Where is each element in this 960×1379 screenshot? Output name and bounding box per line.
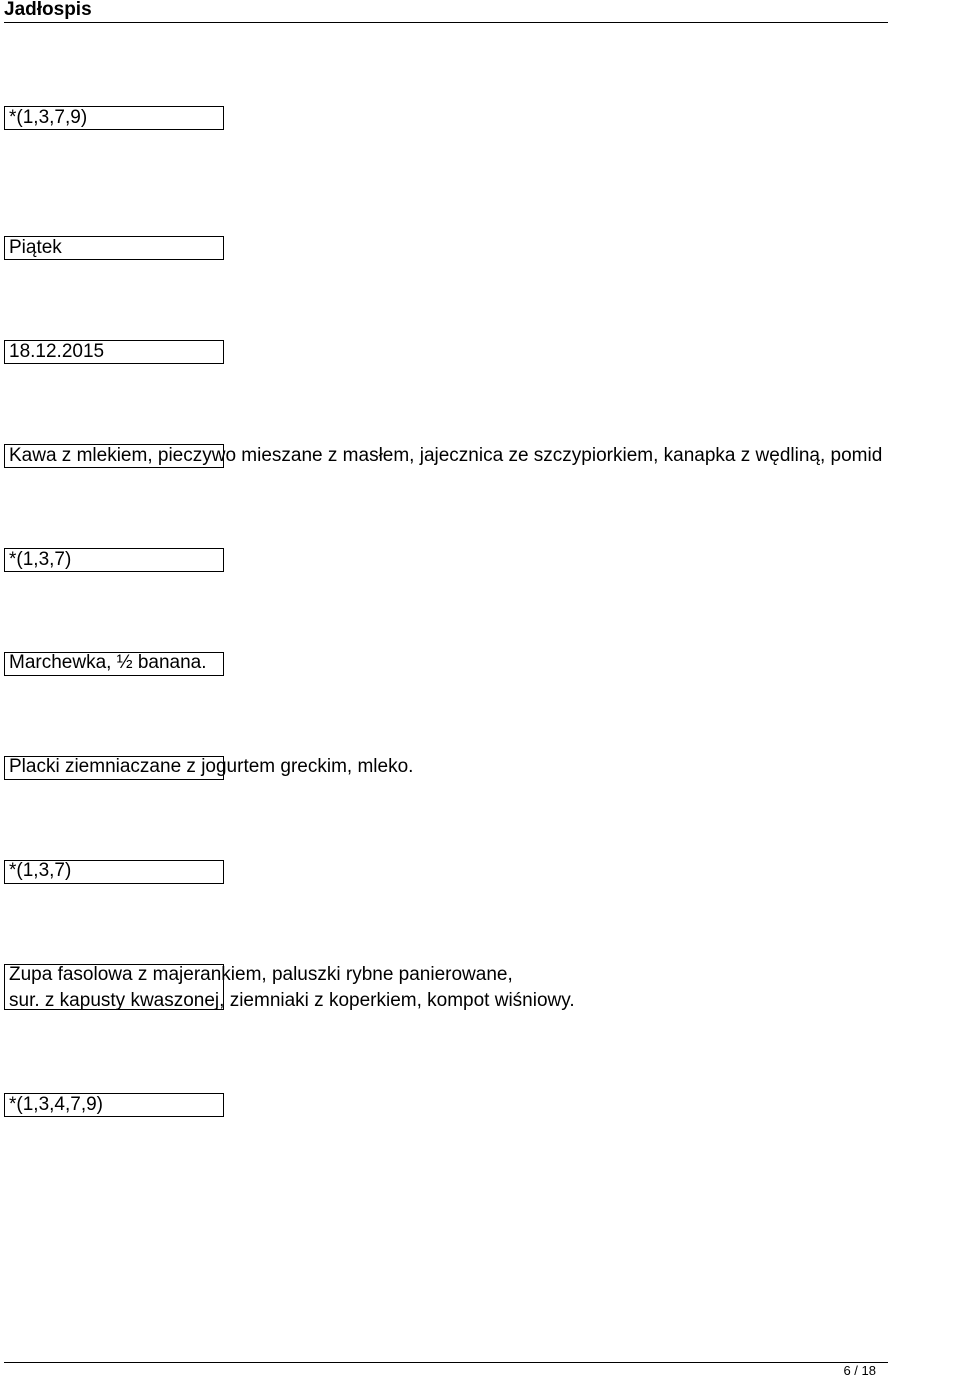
allergen-code: *(1,3,4,7,9) — [9, 1094, 103, 1115]
lunch-menu-line-2: sur. z kapusty kwaszonej, ziemniaki z koperkiem, kompot wiśniowy. — [9, 990, 575, 1011]
page-number: 6 / 18 — [843, 1363, 876, 1378]
allergen-code: *(1,3,7) — [9, 549, 72, 570]
breakfast-menu: Kawa z mlekiem, pieczywo mieszane z masłem, jajecznica ze szczypiorkiem, kanapka z wędliną, pomid — [9, 445, 883, 466]
date: 18.12.2015 — [9, 341, 105, 362]
snack-menu: Marchewka, ½ banana. — [9, 652, 207, 673]
allergen-code: *(1,3,7,9) — [9, 107, 88, 128]
second-breakfast-menu: Placki ziemniaczane z jogurtem greckim, mleko. — [9, 756, 414, 777]
document-title: Jadłospis — [4, 0, 92, 20]
lunch-menu-line-1: Zupa fasolowa z majerankiem, paluszki rybne panierowane, — [9, 964, 513, 985]
footer-divider — [4, 1362, 888, 1363]
header-divider — [4, 22, 888, 23]
allergen-code: *(1,3,7) — [9, 860, 72, 881]
day-name: Piątek — [9, 237, 62, 258]
